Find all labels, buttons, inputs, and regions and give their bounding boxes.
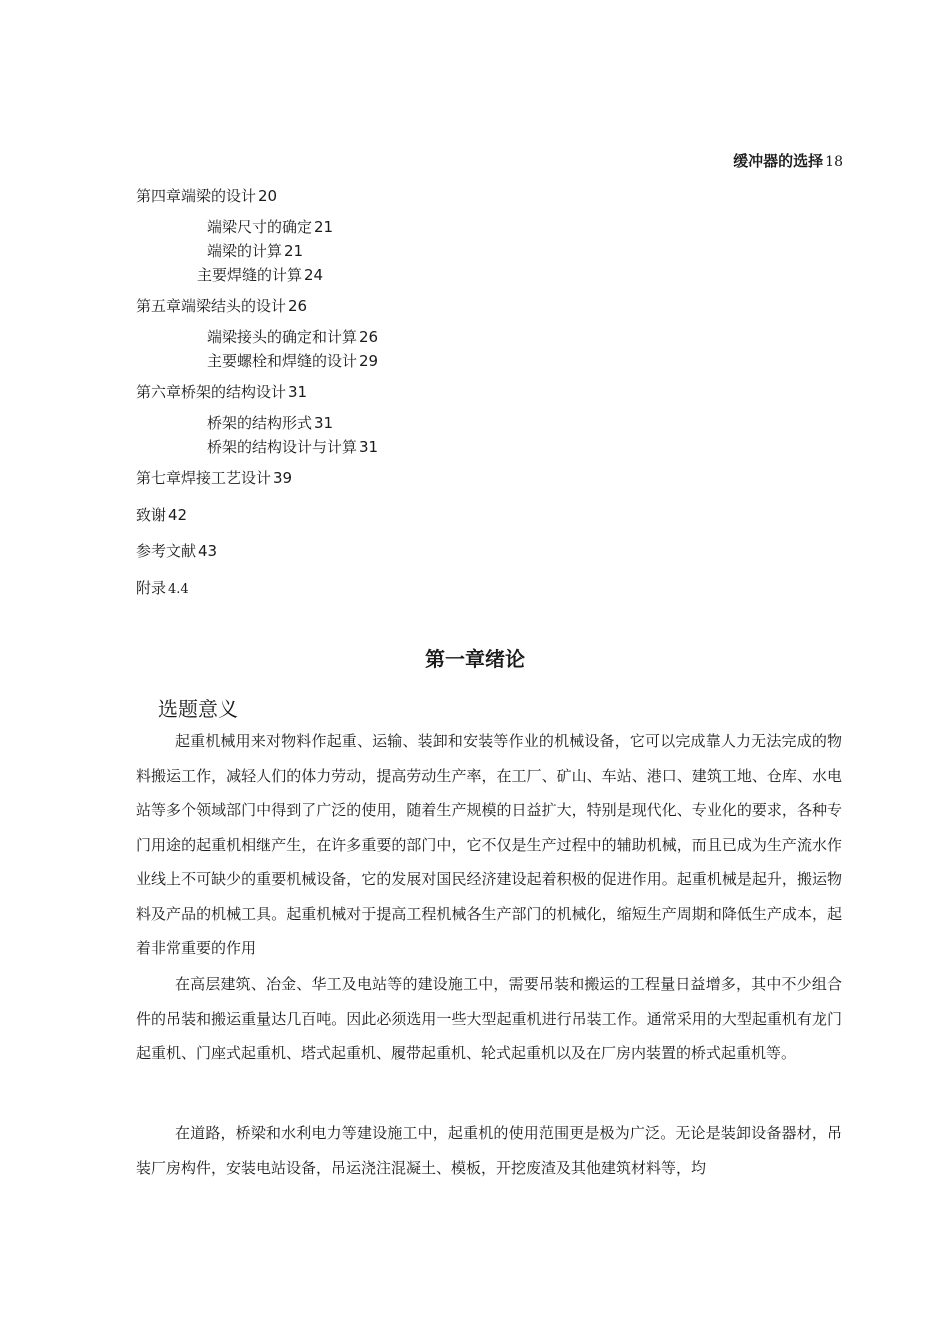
toc-section [207,241,303,261]
toc-entry-label: 附录 [136,579,167,597]
toc-entry-page: 42 [168,506,188,524]
toc-acknowledgements [136,505,187,525]
toc-section [207,437,378,457]
toc-entry-page: 31 [288,383,308,401]
toc-section [207,327,378,347]
toc-chapter-5 [136,296,307,316]
paragraph-text: 在高层建筑、冶金、华工及电站等的建设施工中，需要吊装和搬运的工程量日益增多，其中不少组合件的吊装和搬运重量达几百吨。因此必须选用一些大型起重机进行吊装工作。通常采用的大型起重机有龙门起重机、门座式起重机、塔式起重机、履带起重机、轮式起重机以及在厂房内装置的桥式起重机等。 [136,975,842,1062]
toc-entry-page: 26 [288,297,308,315]
toc-entry-page: 24 [304,266,324,284]
toc-entry-page: 43 [198,542,218,560]
paragraph-text: 起重机械用来对物料作起重、运输、装卸和安装等作业的机械设备，它可以完成靠人力无法完成的物料搬运工作，减轻人们的体力劳动，提高劳动生产率，在工厂、矿山、车站、港口、建筑工地、仓库、水电站等多个领域部门中得到了广泛的使用，随着生产规模的日益扩大，特别是现代化、专业化的要求，各种专门用途的起重机相继产生，在许多重要的部门中，它不仅是生产过程中的辅助机械，而且已成为生产流水作业线上不可缺少的重要机械设备，它的发展对国民经济建设起着积极的促进作用。起重机械是起升，搬运物料及产品的机械工具。起重机械对于提高工程机械各生产部门的机械化，缩短生产周期和降低生产成本，起着非常重要的作用 [136,732,842,957]
toc-entry-top [733,150,843,171]
toc-entry-page: 31 [314,414,334,432]
toc-entry-label: 端梁接头的确定和计算 [207,328,358,346]
toc-entry-label: 缓冲器的选择 [733,152,824,170]
toc-references [136,541,217,561]
toc-entry-label: 第六章桥架的结构设计 [136,383,287,401]
toc-entry-page: 18 [825,154,843,170]
toc-entry-page: 20 [258,187,278,205]
toc-entry-label: 第七章焊接工艺设计 [136,469,272,487]
toc-chapter-4 [136,186,277,206]
toc-entry-page: 29 [359,352,379,370]
toc-entry-label: 主要焊缝的计算 [197,266,303,284]
toc-section [207,217,333,237]
toc-entry-label: 桥架的结构形式 [207,414,313,432]
toc-entry-label: 桥架的结构设计与计算 [207,438,358,456]
toc-section [197,265,323,285]
toc-entry-label: 参考文献 [136,542,197,560]
body-paragraph [136,724,842,966]
toc-entry-label: 端梁的计算 [207,242,283,260]
toc-entry-page: 21 [314,218,334,236]
toc-entry-page: 21 [284,242,304,260]
toc-entry-page: 26 [359,328,379,346]
toc-section [207,351,378,371]
toc-entry-label: 端梁尺寸的确定 [207,218,313,236]
paragraph-text: 在道路，桥梁和水利电力等建设施工中，起重机的使用范围更是极为广泛。无论是装卸设备器材，吊装厂房构件，安装电站设备，吊运浇注混凝土、模板，开挖废渣及其他建筑材料等，均 [136,1124,842,1177]
body-paragraph [136,1116,842,1185]
toc-section [207,413,333,433]
toc-entry-label: 主要螺栓和焊缝的设计 [207,352,358,370]
toc-entry-page: 39 [273,469,293,487]
toc-chapter-6 [136,382,307,402]
body-paragraph [136,967,842,1071]
toc-entry-label: 第四章端梁的设计 [136,187,257,205]
toc-entry-label: 第五章端梁结头的设计 [136,297,287,315]
toc-chapter-7 [136,468,292,488]
toc-entry-page: 31 [359,438,379,456]
section-title: 选题意义 [158,697,238,721]
toc-appendix [136,578,189,600]
toc-entry-label: 致谢 [136,506,167,524]
chapter-title: 第一章绪论 [425,647,525,671]
toc-entry-page: 4.4 [168,582,189,597]
